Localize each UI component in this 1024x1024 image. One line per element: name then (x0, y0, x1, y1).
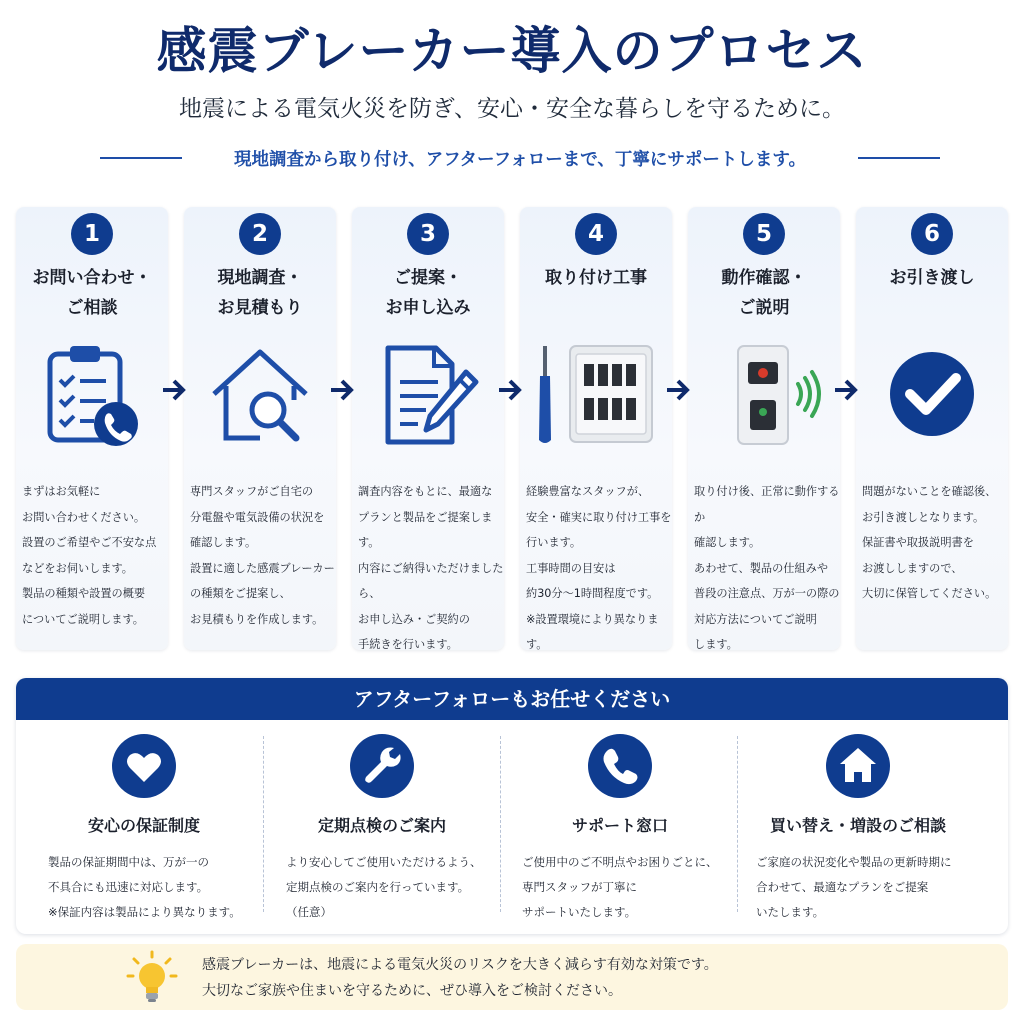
step-description: まずはお気軽に お問い合わせください。 設置のご希望やご不安な点 などをお伺いします。 製品の種類や設置の概要 についてご説明します。 (22, 485, 157, 626)
page-title: 感震ブレーカー導入のプロセス (156, 22, 868, 80)
after-follow-description: 製品の保証期間中は、万が一の 不具合にも迅速に対応します。 ※保証内容は製品により異なります。 (48, 855, 241, 919)
after-follow-description: より安心してご使用いただけるよう、 定期点検のご案内を行っています。 （任意） (286, 855, 482, 919)
step-description: 調査内容をもとに、最適な プランと製品をご提案します。 内容にご納得いただけましたら、 お申し込み・ご契約の 手続きを行います。 (358, 485, 504, 651)
step-title: 取り付け工事 (545, 268, 647, 288)
process-steps (16, 207, 1008, 650)
arrow-right-icon (495, 375, 525, 405)
tagline-rule-left (100, 157, 182, 159)
after-follow-title: 安心の保証制度 (87, 816, 200, 835)
heart-icon (112, 734, 176, 798)
step-number: 1 (71, 213, 113, 255)
after-follow-description: ご家庭の状況変化や製品の更新時期に 合わせて、最適なプランをご提案 いたします。 (756, 855, 952, 919)
lightbulb-icon (124, 950, 180, 1006)
step-card-3 (352, 207, 504, 650)
column-divider (737, 736, 738, 912)
after-follow-item (740, 720, 976, 934)
step-title: ご提案・ お申し込み (385, 268, 471, 318)
after-follow-item (502, 720, 738, 934)
step-card-4 (520, 207, 672, 650)
step-title: 動作確認・ ご説明 (721, 268, 807, 318)
tagline: 現地調査から取り付け、アフターフォローまで、丁寧にサポートします。 (233, 149, 807, 170)
step-card-1 (16, 207, 168, 650)
step-title: お引き渡し (889, 268, 975, 288)
after-follow-title: 買い替え・増設のご相談 (769, 816, 946, 835)
step-title: お問い合わせ・ ご相談 (32, 268, 152, 318)
closing-note-text: 感震ブレーカーは、地震による電気火災のリスクを大きく減らす有効な対策です。 大切なご家族や住まいを守るために、ぜひ導入をご検討ください。 (202, 957, 718, 999)
step-number: 5 (743, 213, 785, 255)
after-follow-heading: アフターフォローもお任せください (16, 678, 1008, 720)
column-divider (500, 736, 501, 912)
step-number: 2 (239, 213, 281, 255)
step-card-2 (184, 207, 336, 650)
phone-icon (588, 734, 652, 798)
after-follow-item (264, 720, 500, 934)
arrow-right-icon (159, 375, 189, 405)
step-number: 4 (575, 213, 617, 255)
after-follow-description: ご使用中のご不明点やお困りごとに、 専門スタッフが丁寧に サポートいたします。 (522, 855, 718, 919)
after-follow-title: サポート窓口 (571, 816, 668, 835)
device-signal-icon (704, 342, 824, 452)
after-follow-section (16, 678, 1008, 934)
step-description: 経験豊富なスタッフが、 安全・確実に取り付け工事を 行います。 工事時間の目安は 約30分〜1時間程度です。 ※設置環境により異なります。 (526, 485, 672, 651)
check-circle-icon (872, 342, 992, 452)
wrench-icon (350, 734, 414, 798)
screwdriver-breaker-icon (536, 342, 656, 452)
step-number: 3 (407, 213, 449, 255)
after-follow-item (26, 720, 262, 934)
tagline-rule-right (858, 157, 940, 159)
arrow-right-icon (663, 375, 693, 405)
tagline-row (100, 143, 940, 173)
arrow-right-icon (831, 375, 861, 405)
after-follow-title: 定期点検のご案内 (317, 816, 446, 835)
page-subtitle: 地震による電気火災を防ぎ、安心・安全な暮らしを守るために。 (178, 96, 846, 122)
step-description: 問題がないことを確認後、 お引き渡しとなります。 保証書や取扱説明書を お渡ししますので、 大切に保管してください。 (862, 485, 997, 600)
house-icon (826, 734, 890, 798)
step-description: 専門スタッフがご自宅の 分電盤や電気設備の状況を 確認します。 設置に適した感震ブレーカー の種類をご提案し、 お見積もりを作成します。 (190, 485, 335, 626)
house-search-icon (200, 342, 320, 452)
step-card-6 (856, 207, 1008, 650)
arrow-right-icon (327, 375, 357, 405)
step-number: 6 (911, 213, 953, 255)
step-title: 現地調査・ お見積もり (217, 268, 303, 318)
clipboard-phone-icon (32, 342, 152, 452)
closing-note (16, 944, 1008, 1010)
step-description: 取り付け後、正常に動作するか 確認します。 あわせて、製品の仕組みや 普段の注意点、万が一の際の 対応方法についてご説明 します。 (694, 485, 840, 651)
step-card-5 (688, 207, 840, 650)
document-pen-icon (368, 342, 488, 452)
